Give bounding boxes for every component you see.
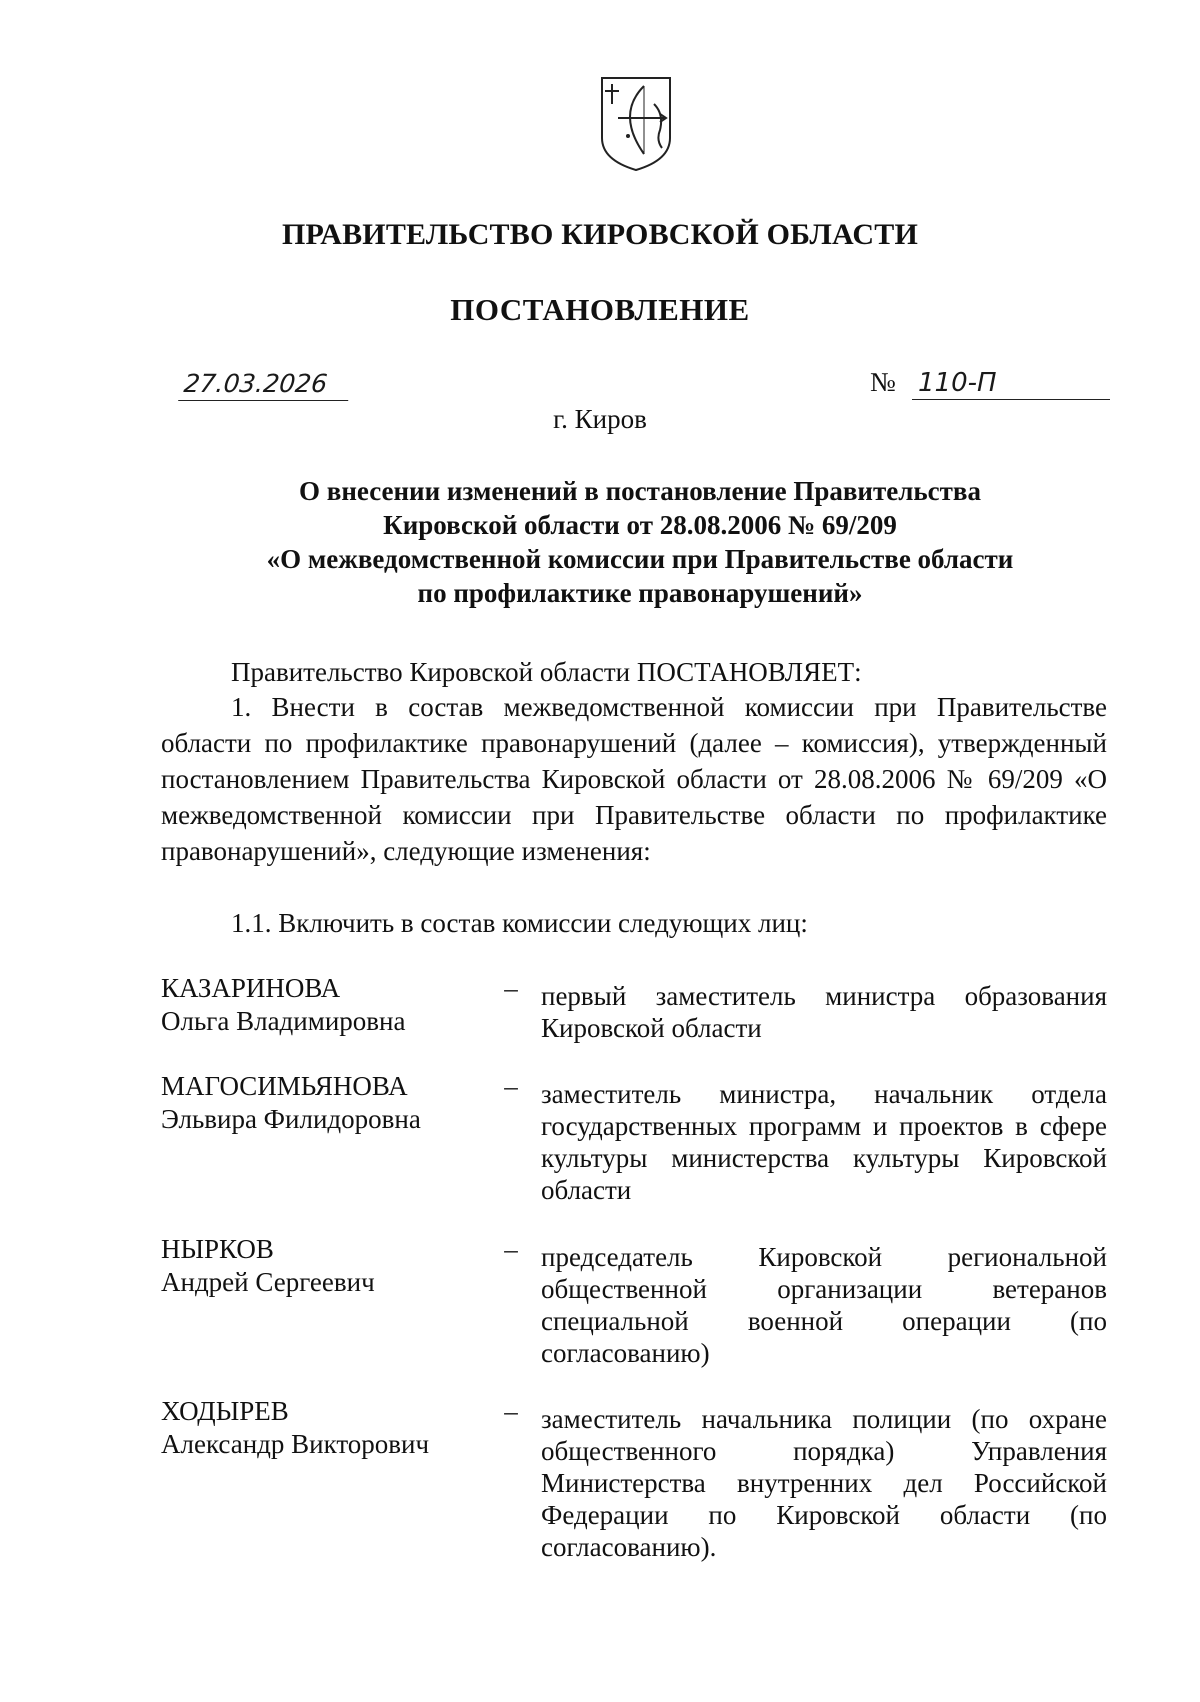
member-surname: НЫРКОВ — [161, 1234, 274, 1264]
member-name — [161, 1233, 471, 1299]
subject-line: по профилактике правонарушений» — [417, 578, 863, 608]
member-role: заместитель министра, начальник отдела государственных программ и проектов в сфере культуры министерства культуры Кировской области — [541, 1079, 1107, 1205]
member-name — [161, 1070, 471, 1136]
member-dash: – — [504, 1071, 518, 1101]
member-dash: – — [504, 1396, 518, 1426]
clause-1-1: 1.1. Включить в состав комиссии следующих лиц: — [231, 908, 808, 938]
government-title: ПРАВИТЕЛЬСТВО КИРОВСКОЙ ОБЛАСТИ — [282, 218, 918, 251]
member-role: первый заместитель министра образования Кировской области — [541, 981, 1107, 1043]
member-dash: – — [504, 973, 518, 1003]
preamble — [161, 654, 1107, 690]
date-value: 27.03.2026 — [182, 369, 329, 398]
number-line — [912, 365, 1110, 400]
preamble-text: Правительство Кировской области ПОСТАНОВЛЯЕТ: — [231, 657, 862, 687]
member-role: заместитель начальника полиции (по охране общественного порядка) Управления Министерства внутренних дел Российской Федерации по Кировской области (по согласованию). — [541, 1404, 1107, 1562]
member-given-names: Александр Викторович — [161, 1429, 430, 1459]
member-name — [161, 1395, 471, 1461]
subject-line: Кировской области от 28.08.2006 № 69/209 — [383, 510, 897, 540]
city: г. Киров — [553, 404, 647, 434]
clause-1-text: 1. Внести в состав межведомственной комиссии при Правительстве области по профилактике правонарушений (далее – комиссия), утвержденный постановлением Правительства Кировской области от 28.08.2006 № 69/209 «О межведомственной комиссии при Правительстве области по профилактике правонарушений», следующие изменения: — [161, 692, 1107, 866]
coat-of-arms-icon — [598, 74, 674, 174]
number-value: 110-П — [918, 368, 997, 398]
member-surname: ХОДЫРЕВ — [161, 1396, 289, 1426]
member-role: председатель Кировской региональной общественной организации ветеранов специальной военной операции (по согласованию) — [541, 1242, 1107, 1368]
document-type: ПОСТАНОВЛЕНИЕ — [450, 292, 750, 327]
subject-line: О внесении изменений в постановление Правительства — [299, 476, 981, 506]
subject-line: «О межведомственной комиссии при Правительстве области — [266, 544, 1014, 574]
member-dash: – — [504, 1234, 518, 1264]
member-surname: КАЗАРИНОВА — [161, 973, 341, 1003]
member-given-names: Ольга Владимировна — [161, 1006, 406, 1036]
member-name — [161, 972, 471, 1038]
member-given-names: Андрей Сергеевич — [161, 1267, 375, 1297]
clause-1 — [161, 689, 1107, 869]
document-number — [870, 366, 1110, 402]
member-surname: МАГОСИМЬЯНОВА — [161, 1071, 408, 1101]
document-date — [178, 366, 352, 401]
number-sign: № — [870, 367, 896, 397]
member-given-names: Эльвира Филидоровна — [161, 1104, 421, 1134]
document-subject — [160, 474, 1120, 610]
